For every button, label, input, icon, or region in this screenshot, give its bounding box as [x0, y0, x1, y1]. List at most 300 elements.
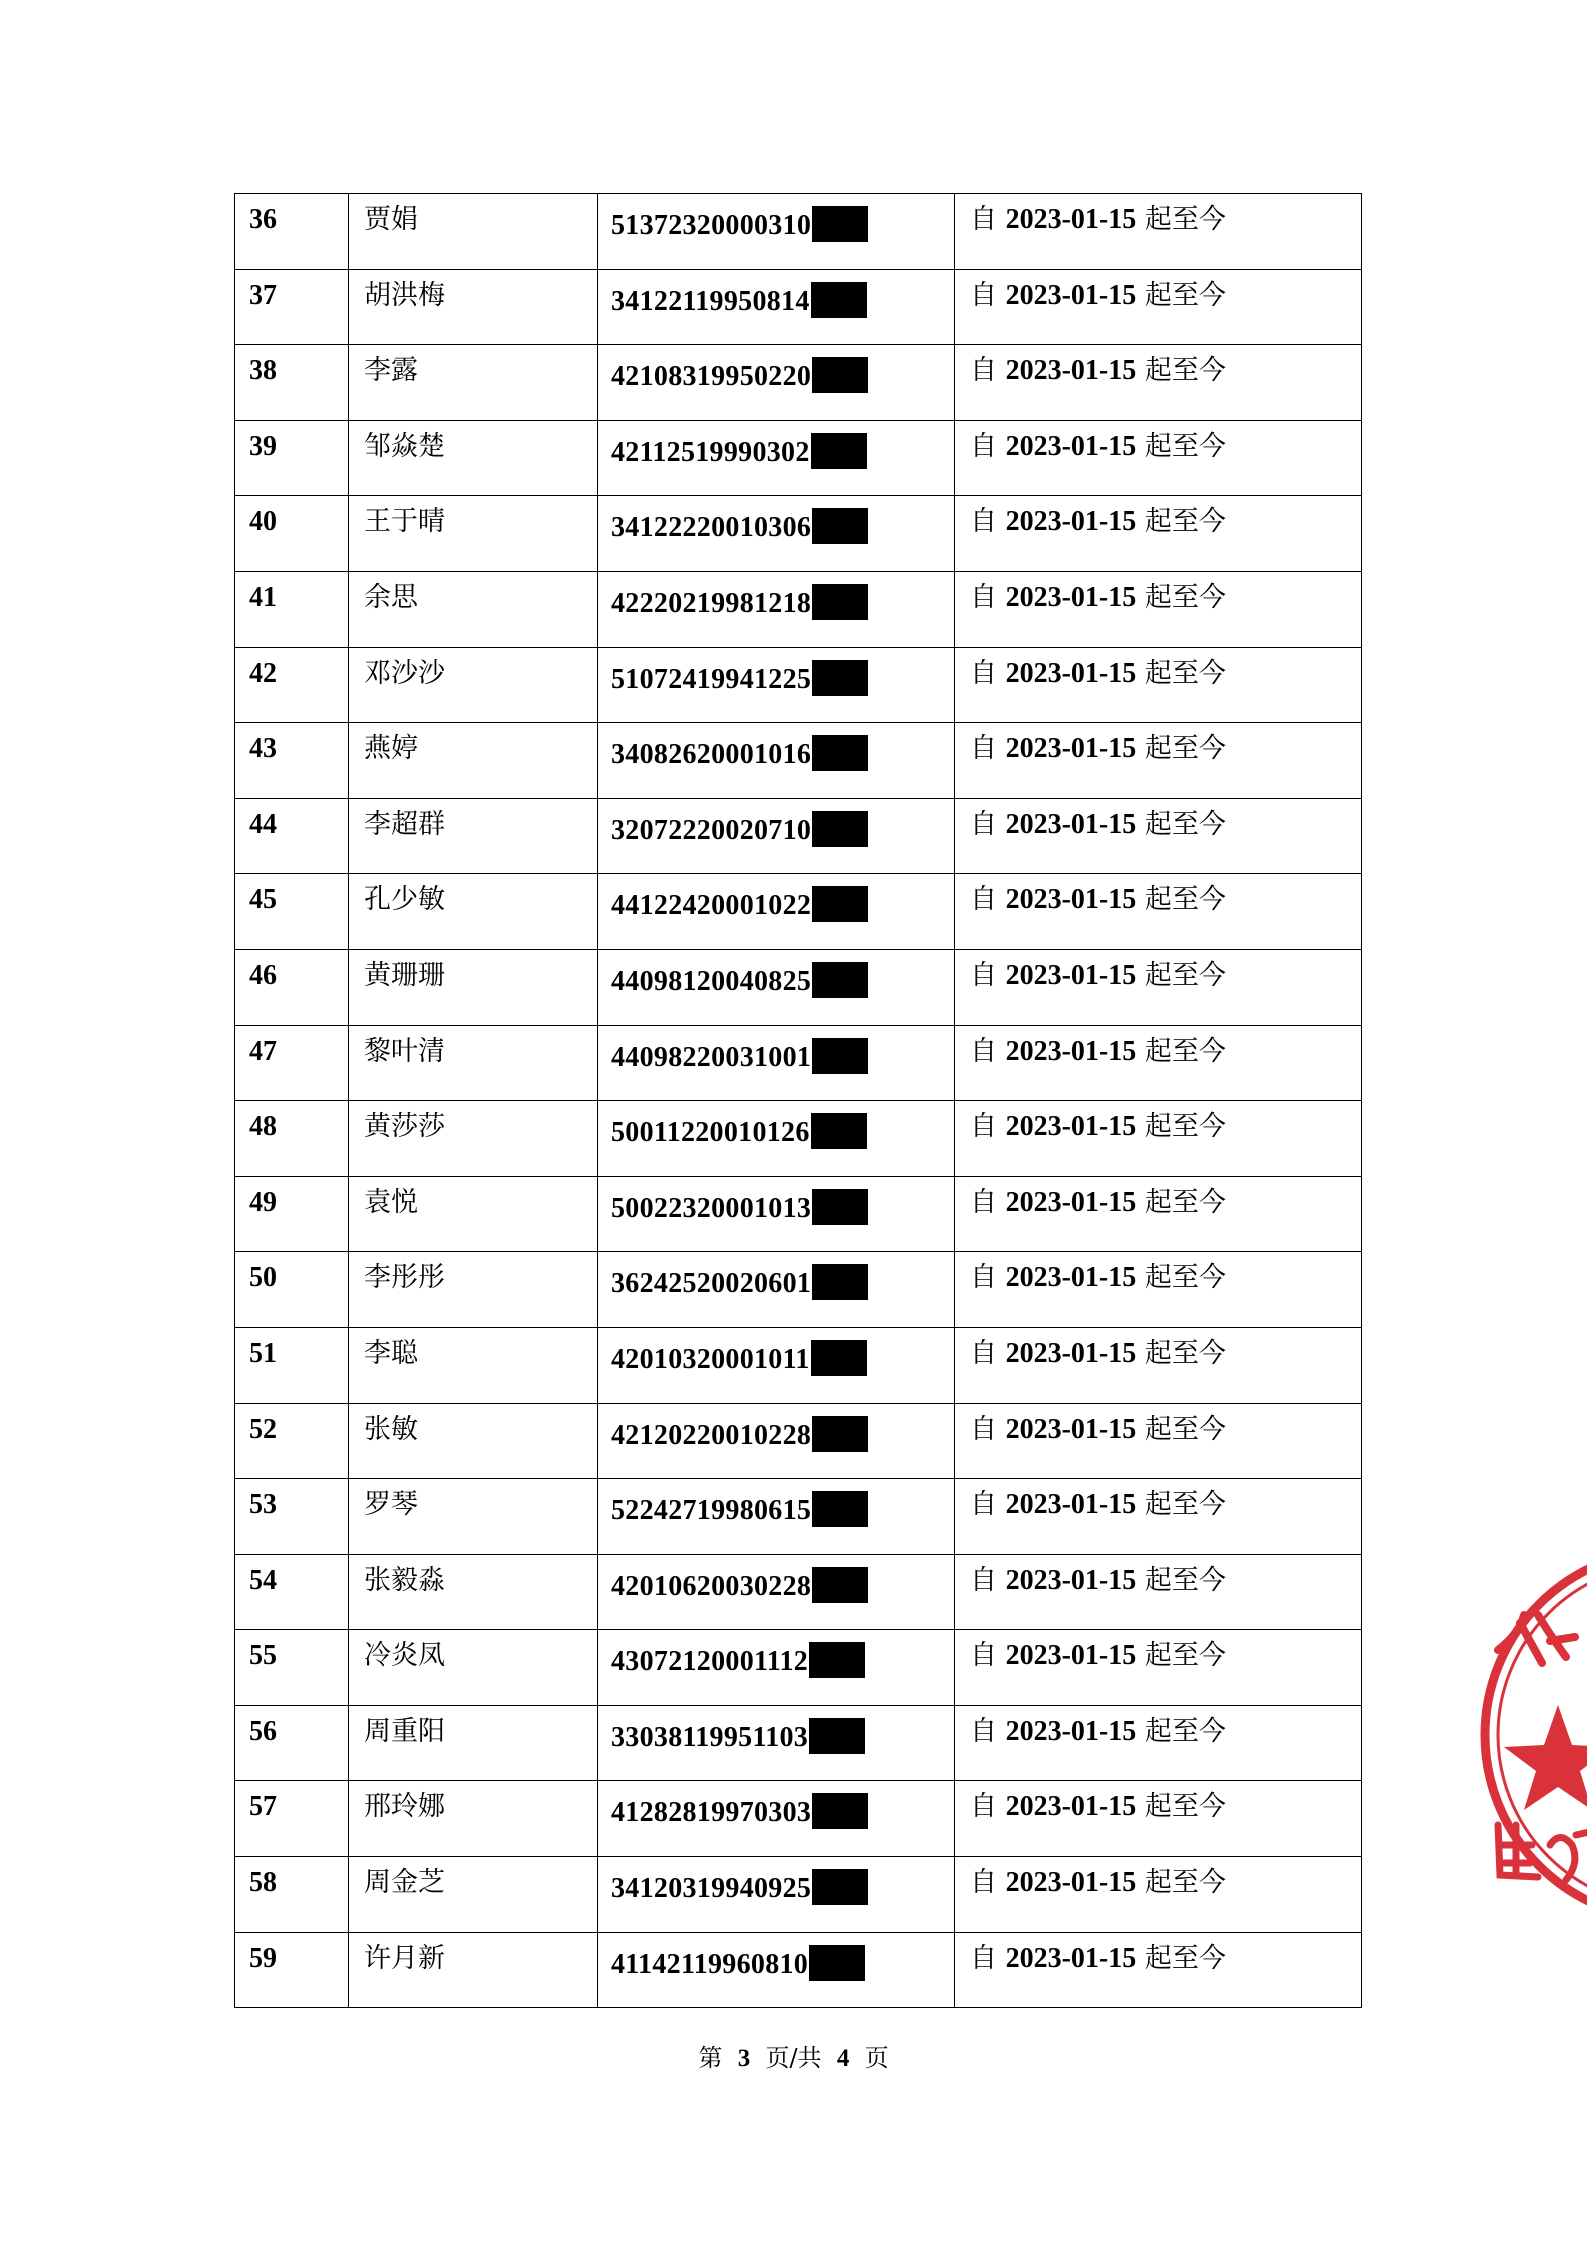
start-date: 2023-01-15	[1005, 884, 1137, 916]
period-suffix: 起至今	[1144, 1867, 1226, 1899]
period-prefix: 自	[970, 1186, 997, 1218]
period-cell	[955, 345, 1362, 421]
person-name: 李聪	[364, 1337, 418, 1369]
start-date: 2023-01-15	[1005, 430, 1137, 462]
name-cell	[349, 1176, 598, 1252]
redaction-block	[812, 508, 868, 544]
row-number: 37	[249, 279, 277, 311]
id-number: 44098120040825	[611, 965, 812, 997]
redaction-block	[812, 1869, 868, 1905]
id-number: 34122119950814	[611, 285, 810, 317]
period-suffix: 起至今	[1144, 581, 1226, 613]
start-date: 2023-01-15	[1005, 1564, 1137, 1596]
row-number-cell	[235, 723, 349, 799]
row-number-cell	[235, 420, 349, 496]
period-prefix: 自	[970, 1715, 997, 1747]
table-row	[235, 723, 1362, 799]
name-cell	[349, 345, 598, 421]
row-number: 41	[249, 581, 277, 613]
period-suffix: 起至今	[1144, 1715, 1226, 1747]
start-date: 2023-01-15	[1005, 1262, 1137, 1294]
person-name: 冷炎凤	[364, 1640, 445, 1672]
name-cell	[349, 949, 598, 1025]
row-number-cell	[235, 345, 349, 421]
period-prefix: 自	[970, 1640, 997, 1672]
id-number: 33038119951103	[611, 1721, 809, 1753]
row-number-cell	[235, 1403, 349, 1479]
person-name: 邹焱楚	[364, 430, 445, 462]
start-date: 2023-01-15	[1005, 1640, 1137, 1672]
row-number: 53	[249, 1489, 277, 1521]
period-prefix: 自	[970, 657, 997, 689]
period-cell	[955, 194, 1362, 270]
name-cell	[349, 496, 598, 572]
row-number-cell	[235, 1025, 349, 1101]
id-cell	[598, 1630, 955, 1706]
period-prefix: 自	[970, 430, 997, 462]
row-number-cell	[235, 571, 349, 647]
id-cell	[598, 1025, 955, 1101]
table-row	[235, 1101, 1362, 1177]
redaction-block	[811, 1340, 867, 1376]
id-cell	[598, 1101, 955, 1177]
id-cell	[598, 1554, 955, 1630]
row-number-cell	[235, 1932, 349, 2008]
footer-mid: 页/共	[765, 2044, 822, 2072]
period-prefix: 自	[970, 581, 997, 613]
period-prefix: 自	[970, 1035, 997, 1067]
name-cell	[349, 1705, 598, 1781]
period-suffix: 起至今	[1144, 1111, 1226, 1143]
period-prefix: 自	[970, 1489, 997, 1521]
row-number-cell	[235, 269, 349, 345]
person-name: 黄莎莎	[364, 1111, 445, 1143]
footer-post: 页	[864, 2044, 889, 2072]
start-date: 2023-01-15	[1005, 1413, 1137, 1445]
footer-page-number: 3	[737, 2045, 751, 2072]
row-number: 50	[249, 1262, 277, 1294]
period-prefix: 自	[970, 884, 997, 916]
person-name: 王于晴	[364, 506, 445, 538]
start-date: 2023-01-15	[1005, 279, 1137, 311]
row-number: 58	[249, 1867, 277, 1899]
roster-table	[234, 193, 1362, 2008]
row-number: 48	[249, 1111, 277, 1143]
redaction-block	[812, 811, 868, 847]
row-number: 51	[249, 1337, 277, 1369]
table-row	[235, 1176, 1362, 1252]
table-row	[235, 1781, 1362, 1857]
period-suffix: 起至今	[1144, 204, 1226, 235]
name-cell	[349, 1479, 598, 1555]
period-cell	[955, 420, 1362, 496]
redaction-block	[812, 1793, 868, 1829]
id-number: 42220219981218	[611, 587, 812, 619]
seal-char-stroke-3	[1550, 1830, 1587, 1880]
period-cell	[955, 647, 1362, 723]
period-suffix: 起至今	[1144, 1791, 1226, 1823]
person-name: 许月新	[364, 1942, 445, 1974]
person-name: 李超群	[364, 808, 445, 840]
person-name: 周金芝	[364, 1867, 445, 1899]
id-cell	[598, 1403, 955, 1479]
row-number-cell	[235, 1327, 349, 1403]
period-cell	[955, 1403, 1362, 1479]
start-date: 2023-01-15	[1005, 733, 1137, 765]
row-number: 38	[249, 355, 277, 387]
start-date: 2023-01-15	[1005, 657, 1137, 689]
redaction-block	[812, 357, 868, 393]
table-row	[235, 1252, 1362, 1328]
person-name: 李彤彤	[364, 1262, 445, 1294]
id-cell	[598, 723, 955, 799]
id-number: 34122220010306	[611, 512, 812, 544]
id-number: 36242520020601	[611, 1268, 812, 1300]
period-suffix: 起至今	[1144, 657, 1226, 689]
redaction-block	[812, 1491, 868, 1527]
period-suffix: 起至今	[1144, 506, 1226, 538]
id-number: 42120220010228	[611, 1419, 812, 1451]
period-prefix: 自	[970, 959, 997, 991]
period-suffix: 起至今	[1144, 1186, 1226, 1218]
row-number: 36	[249, 204, 277, 235]
period-cell	[955, 1327, 1362, 1403]
table-row	[235, 1403, 1362, 1479]
redaction-block	[811, 433, 867, 469]
row-number-cell	[235, 1630, 349, 1706]
table-row	[235, 571, 1362, 647]
period-suffix: 起至今	[1144, 279, 1226, 311]
id-cell	[598, 1781, 955, 1857]
row-number-cell	[235, 647, 349, 723]
person-name: 贾娟	[364, 204, 418, 235]
redaction-block	[812, 1038, 868, 1074]
id-number: 51372320000310	[611, 210, 812, 241]
name-cell	[349, 1252, 598, 1328]
period-prefix: 自	[970, 1262, 997, 1294]
name-cell	[349, 1101, 598, 1177]
id-number: 32072220020710	[611, 814, 812, 846]
period-cell	[955, 1781, 1362, 1857]
row-number-cell	[235, 194, 349, 270]
period-suffix: 起至今	[1144, 808, 1226, 840]
row-number-cell	[235, 1705, 349, 1781]
period-cell	[955, 496, 1362, 572]
period-suffix: 起至今	[1144, 1413, 1226, 1445]
period-prefix: 自	[970, 1791, 997, 1823]
name-cell	[349, 194, 598, 270]
row-number: 52	[249, 1413, 277, 1445]
period-suffix: 起至今	[1144, 1564, 1226, 1596]
id-cell	[598, 647, 955, 723]
person-name: 胡洪梅	[364, 279, 445, 311]
row-number-cell	[235, 949, 349, 1025]
redaction-block	[812, 584, 868, 620]
period-cell	[955, 1705, 1362, 1781]
row-number-cell	[235, 1176, 349, 1252]
name-cell	[349, 798, 598, 874]
id-cell	[598, 345, 955, 421]
row-number: 49	[249, 1186, 277, 1218]
id-cell	[598, 269, 955, 345]
id-cell	[598, 194, 955, 270]
name-cell	[349, 1781, 598, 1857]
table-row	[235, 1025, 1362, 1101]
period-cell	[955, 798, 1362, 874]
table-row	[235, 1857, 1362, 1933]
redaction-block	[812, 1264, 868, 1300]
redaction-block	[812, 660, 868, 696]
person-name: 罗琴	[364, 1489, 418, 1521]
start-date: 2023-01-15	[1005, 1489, 1137, 1521]
id-cell	[598, 874, 955, 950]
period-prefix: 自	[970, 808, 997, 840]
period-suffix: 起至今	[1144, 884, 1226, 916]
id-number: 34120319940925	[611, 1873, 812, 1905]
id-number: 42108319950220	[611, 361, 812, 393]
name-cell	[349, 1025, 598, 1101]
start-date: 2023-01-15	[1005, 204, 1137, 235]
period-cell	[955, 1101, 1362, 1177]
start-date: 2023-01-15	[1005, 1035, 1137, 1067]
id-number: 44098220031001	[611, 1041, 812, 1073]
table-row	[235, 269, 1362, 345]
row-number: 55	[249, 1640, 277, 1672]
period-cell	[955, 1479, 1362, 1555]
person-name: 燕婷	[364, 733, 418, 765]
id-cell	[598, 420, 955, 496]
start-date: 2023-01-15	[1005, 1791, 1137, 1823]
name-cell	[349, 571, 598, 647]
redaction-block	[812, 1416, 868, 1452]
table-row	[235, 874, 1362, 950]
id-cell	[598, 1705, 955, 1781]
id-number: 52242719980615	[611, 1495, 812, 1527]
id-number: 44122420001022	[611, 890, 812, 922]
row-number-cell	[235, 874, 349, 950]
seal-graphic	[1480, 1545, 1587, 1925]
period-cell	[955, 874, 1362, 950]
period-prefix: 自	[970, 1111, 997, 1143]
row-number: 40	[249, 506, 277, 538]
period-suffix: 起至今	[1144, 1262, 1226, 1294]
row-number: 42	[249, 657, 277, 689]
redaction-block	[812, 886, 868, 922]
redaction-block	[811, 1113, 867, 1149]
period-cell	[955, 1857, 1362, 1933]
period-cell	[955, 723, 1362, 799]
row-number-cell	[235, 1101, 349, 1177]
id-cell	[598, 798, 955, 874]
roster-table-body	[235, 194, 1362, 2008]
id-number: 34082620001016	[611, 739, 812, 771]
table-row	[235, 345, 1362, 421]
id-number: 50022320001013	[611, 1192, 812, 1224]
start-date: 2023-01-15	[1005, 1942, 1137, 1974]
row-number-cell	[235, 1479, 349, 1555]
seal-star	[1504, 1705, 1587, 1810]
id-cell	[598, 1932, 955, 2008]
redaction-block	[809, 1642, 865, 1678]
person-name: 黄珊珊	[364, 959, 445, 991]
period-prefix: 自	[970, 1337, 997, 1369]
row-number: 43	[249, 733, 277, 765]
start-date: 2023-01-15	[1005, 1715, 1137, 1747]
period-cell	[955, 1252, 1362, 1328]
row-number: 47	[249, 1035, 277, 1067]
id-number: 41282819970303	[611, 1797, 812, 1829]
period-cell	[955, 1025, 1362, 1101]
start-date: 2023-01-15	[1005, 355, 1137, 387]
person-name: 余思	[364, 581, 418, 613]
row-number-cell	[235, 1554, 349, 1630]
period-cell	[955, 1176, 1362, 1252]
name-cell	[349, 723, 598, 799]
table-row	[235, 496, 1362, 572]
table-row	[235, 1705, 1362, 1781]
period-cell	[955, 949, 1362, 1025]
id-number: 50011220010126	[611, 1117, 810, 1149]
official-seal-stamp	[1480, 1545, 1587, 1925]
id-number: 41142119960810	[611, 1948, 809, 1980]
period-prefix: 自	[970, 204, 997, 235]
id-cell	[598, 571, 955, 647]
period-suffix: 起至今	[1144, 959, 1226, 991]
table-row	[235, 1932, 1362, 2008]
start-date: 2023-01-15	[1005, 959, 1137, 991]
id-cell	[598, 496, 955, 572]
name-cell	[349, 1327, 598, 1403]
person-name: 李露	[364, 355, 418, 387]
period-cell	[955, 571, 1362, 647]
id-cell	[598, 1857, 955, 1933]
start-date: 2023-01-15	[1005, 1867, 1137, 1899]
period-prefix: 自	[970, 355, 997, 387]
period-suffix: 起至今	[1144, 1942, 1226, 1974]
period-prefix: 自	[970, 279, 997, 311]
person-name: 张敏	[364, 1413, 418, 1445]
row-number: 44	[249, 808, 277, 840]
name-cell	[349, 647, 598, 723]
start-date: 2023-01-15	[1005, 1337, 1137, 1369]
period-suffix: 起至今	[1144, 1035, 1226, 1067]
period-suffix: 起至今	[1144, 733, 1226, 765]
redaction-block	[809, 1945, 865, 1981]
id-cell	[598, 1252, 955, 1328]
row-number-cell	[235, 1857, 349, 1933]
id-cell	[598, 949, 955, 1025]
period-cell	[955, 1630, 1362, 1706]
start-date: 2023-01-15	[1005, 808, 1137, 840]
seal-char-stroke-1	[1498, 1615, 1575, 1663]
period-prefix: 自	[970, 1413, 997, 1445]
row-number: 56	[249, 1715, 277, 1747]
period-prefix: 自	[970, 1564, 997, 1596]
name-cell	[349, 269, 598, 345]
seal-char-stroke-2	[1498, 1825, 1538, 1877]
person-name: 黎叶清	[364, 1035, 445, 1067]
table-row	[235, 194, 1362, 270]
redaction-block	[811, 282, 867, 318]
table-row	[235, 420, 1362, 496]
id-number: 42010320001011	[611, 1343, 810, 1375]
redaction-block	[809, 1718, 865, 1754]
id-cell	[598, 1176, 955, 1252]
table-row	[235, 1479, 1362, 1555]
person-name: 张毅淼	[364, 1564, 445, 1596]
person-name: 邓沙沙	[364, 657, 445, 689]
name-cell	[349, 1554, 598, 1630]
period-cell	[955, 269, 1362, 345]
table-row	[235, 647, 1362, 723]
name-cell	[349, 874, 598, 950]
person-name: 邢玲娜	[364, 1791, 445, 1823]
id-number: 42010620030228	[611, 1570, 812, 1602]
row-number: 59	[249, 1942, 277, 1974]
name-cell	[349, 1630, 598, 1706]
id-number: 43072120001112	[611, 1646, 809, 1678]
row-number: 46	[249, 959, 277, 991]
name-cell	[349, 420, 598, 496]
name-cell	[349, 1857, 598, 1933]
period-suffix: 起至今	[1144, 1489, 1226, 1521]
footer-pre: 第	[698, 2044, 723, 2072]
row-number: 54	[249, 1564, 277, 1596]
period-suffix: 起至今	[1144, 1640, 1226, 1672]
redaction-block	[812, 962, 868, 998]
redaction-block	[812, 1567, 868, 1603]
row-number-cell	[235, 1252, 349, 1328]
period-suffix: 起至今	[1144, 355, 1226, 387]
row-number-cell	[235, 798, 349, 874]
period-suffix: 起至今	[1144, 430, 1226, 462]
period-prefix: 自	[970, 733, 997, 765]
period-prefix: 自	[970, 506, 997, 538]
name-cell	[349, 1403, 598, 1479]
id-number: 51072419941225	[611, 663, 812, 695]
row-number: 39	[249, 430, 277, 462]
id-number: 42112519990302	[611, 436, 810, 468]
table-row	[235, 798, 1362, 874]
row-number: 45	[249, 884, 277, 916]
row-number-cell	[235, 1781, 349, 1857]
redaction-block	[812, 1189, 868, 1225]
name-cell	[349, 1932, 598, 2008]
page-footer	[0, 2038, 1587, 2073]
footer-total-pages: 4	[836, 2045, 850, 2072]
redaction-block	[812, 206, 868, 242]
start-date: 2023-01-15	[1005, 1111, 1137, 1143]
table-row	[235, 1327, 1362, 1403]
id-cell	[598, 1479, 955, 1555]
period-prefix: 自	[970, 1942, 997, 1974]
table-row	[235, 1554, 1362, 1630]
row-number: 57	[249, 1791, 277, 1823]
row-number-cell	[235, 496, 349, 572]
person-name: 周重阳	[364, 1715, 445, 1747]
period-cell	[955, 1932, 1362, 2008]
table-row	[235, 949, 1362, 1025]
person-name: 孔少敏	[364, 884, 445, 916]
person-name: 袁悦	[364, 1186, 418, 1218]
id-cell	[598, 1327, 955, 1403]
start-date: 2023-01-15	[1005, 581, 1137, 613]
period-suffix: 起至今	[1144, 1337, 1226, 1369]
redaction-block	[812, 735, 868, 771]
period-cell	[955, 1554, 1362, 1630]
start-date: 2023-01-15	[1005, 506, 1137, 538]
start-date: 2023-01-15	[1005, 1186, 1137, 1218]
